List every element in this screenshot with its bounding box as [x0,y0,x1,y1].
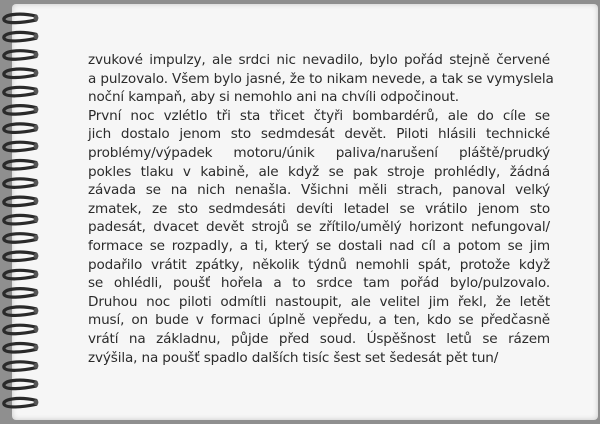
spiral-coil [4,307,36,315]
binding-hole [34,326,39,332]
text-line: závada se na nich nenašla. Všichni měli strach, panoval velký [88,182,550,199]
binding-hole [34,290,39,296]
spiral-coil [4,234,36,242]
spiral-coil [4,69,36,77]
page-text [88,51,554,367]
text-line: podařilo vrátit zpátky, několik týdnů nemohli spát, protože když [88,256,550,273]
text-line: jich dostalo jenom sto sedmdesát devět. Piloti hlásili technické [88,126,550,143]
spiral-coil [4,325,36,333]
binding-hole [34,253,39,259]
text-line: zmatek, ze sto sedmdesáti devíti letadel se vrátilo jenom sto [88,200,550,217]
spiral-coil [4,398,36,406]
spiral-coil [4,344,36,352]
text-line: noční kampaň, aby si nemohlo ani na chvíli odpočinout. [88,89,459,106]
binding-hole [34,143,39,149]
spiral-coil [4,106,36,114]
spiral-coil [4,289,36,297]
spiral-coil [4,179,36,187]
spiral-binding-icon [0,0,40,424]
binding-hole [34,33,39,39]
spiral-coil [4,197,36,205]
binding-hole [34,399,39,405]
text-line: První noc vzlétlo tři sta třicet čtyři bombardérů, ale do cíle se [88,107,550,124]
binding-hole [34,88,39,94]
binding-hole [34,216,39,222]
binding-hole [34,125,39,131]
binding-hole [34,70,39,76]
spiral-coil [4,362,36,370]
text-line: padesát, dvacet devět strojů se zřítilo/umělý horizont nefungoval/ [88,219,550,236]
spiral-coil [4,270,36,278]
text-line: se ohlédli, poušť hořela a to srdce tam pořád bylo/pulzovalo. [88,275,550,292]
binding-hole [34,271,39,277]
text-line: vrátí na základnu, půjde před soud. Úspěšnost letů se rázem [88,330,550,347]
binding-hole [34,107,39,113]
binding-hole [34,15,39,21]
text-line: problémy/výpadek motoru/únik paliva/narušení pláště/prudký [88,144,550,161]
text-line: Druhou noc piloti odmítli nastoupit, ale velitel jim řekl, že letět [88,293,550,310]
text-line: zvukové impulzy, ale srdci nic nevadilo, bylo pořád stejně červené [88,52,550,68]
spiral-coil [4,14,36,22]
binding-hole [34,161,39,167]
spiral-coil [4,32,36,40]
text-line: pokles tlaku v kabině, ale když se pak stroje prohlédly, žádná [88,163,550,180]
spiral-coil [4,87,36,95]
binding-hole [34,363,39,369]
binding-hole [34,198,39,204]
spiral-coil [4,124,36,132]
binding-hole [34,180,39,186]
binding-hole [34,308,39,314]
binding-hole [34,381,39,387]
spiral-coil [4,252,36,260]
spiral-coil [4,380,36,388]
text-line: a pulzovalo. Všem bylo jasné, že to nikam nevede, a tak se vymyslela [88,70,554,87]
binding-hole [34,344,39,350]
text-line: zvýšila, na poušť spadlo dalších tisíc šest set šedesát pět tun/ [88,349,499,366]
text-line: musí, on bude v formaci úplně vepředu, a ten, kdo se předčasně [88,312,550,329]
binding-hole [34,235,39,241]
spiral-coil [4,215,36,223]
spiral-coil [4,161,36,169]
text-line: formace se rozpadly, a ti, který se dostali nad cíl a potom se jim [88,237,550,254]
binding-hole [34,52,39,58]
spiral-coil [4,142,36,150]
spiral-coil [4,51,36,59]
